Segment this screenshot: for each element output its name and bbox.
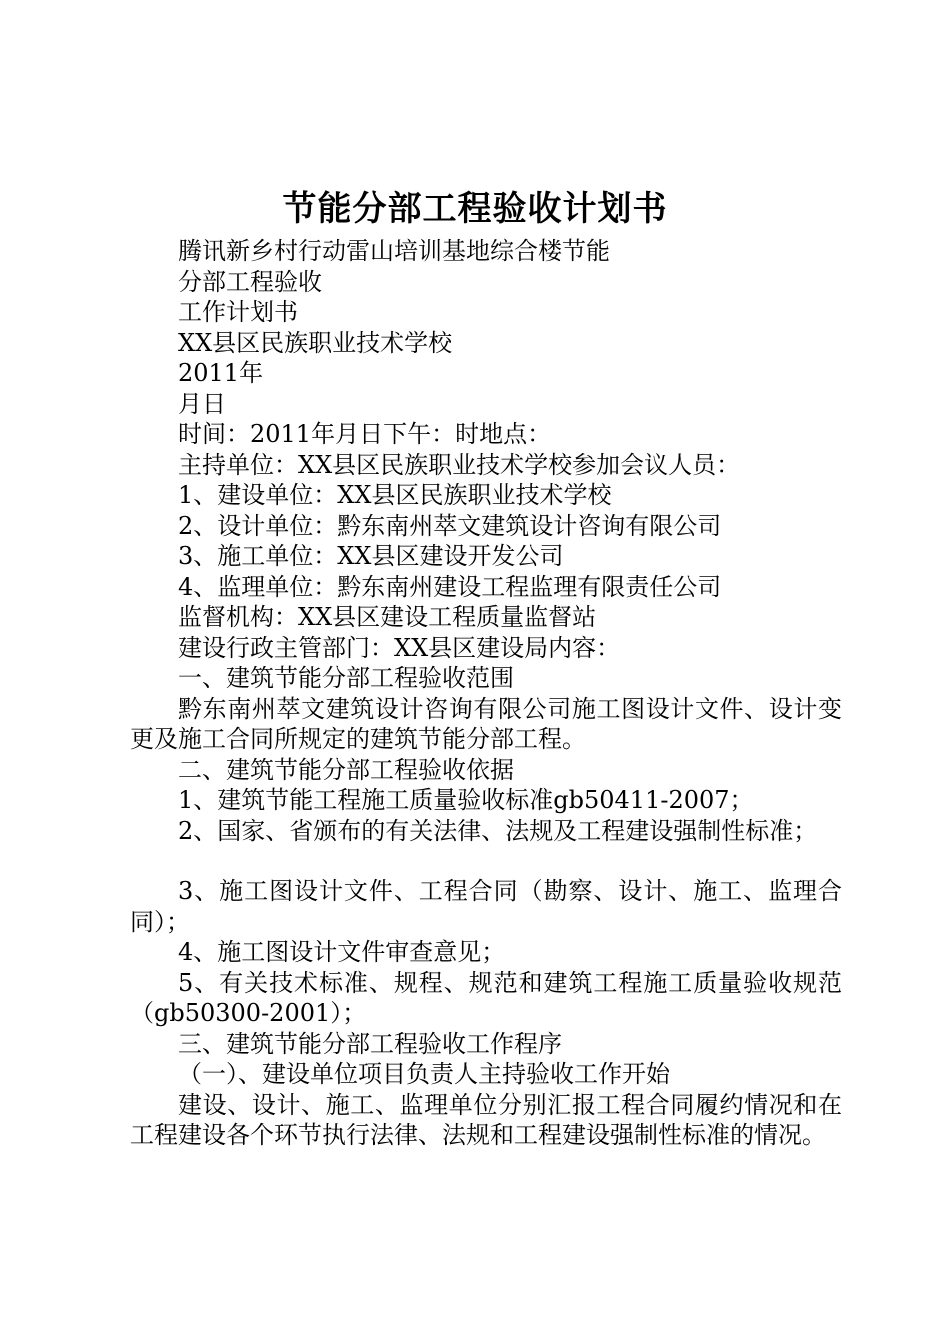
paragraph-construction-unit: 1、建设单位：XX县区民族职业技术学校 [178,481,612,509]
paragraph-basis-3: 3、施工图设计文件、工程合同（勘察、设计、施工、监理合同）； [130,877,842,936]
paragraph-basis-2: 2、国家、省颁布的有关法律、法规及工程建设强制性标准； [178,816,818,845]
paragraph-basis-1: 1、建筑节能工程施工质量验收标准gb50411-2007； [178,786,754,814]
paragraph-host-unit: 主持单位：XX县区民族职业技术学校参加会议人员： [178,450,741,479]
paragraph-builder-unit: 3、施工单位：XX县区建设开发公司 [178,542,564,570]
blank-line [130,846,842,876]
section-heading-basis: 二、建筑节能分部工程验收依据 [178,755,514,784]
paragraph-year: 2011年 [178,359,264,387]
paragraph-design-unit: 2、设计单位：黔东南州萃文建筑设计咨询有限公司 [178,511,722,540]
paragraph-oversight-agency: 监督机构：XX县区建设工程质量监督站 [178,603,597,631]
paragraph-admin-department: 建设行政主管部门：XX县区建设局内容： [178,633,621,662]
paragraph-project-name: 腾讯新乡村行动雷山培训基地综合楼节能 [178,237,610,265]
paragraph-time-place: 时间：2011年月日下午：时地点： [178,420,552,448]
paragraph-month-day: 月日 [178,389,226,418]
paragraph-acceptance: 分部工程验收 [178,267,322,296]
subsection-heading-start: （一）、建设单位项目负责人主持验收工作开始 [178,1060,670,1088]
document-body [130,236,842,1151]
paragraph-scope-text: 黔东南州萃文建筑设计咨询有限公司施工图设计文件、设计变更及施工合同所规定的建筑节能分部工程。 [130,694,842,753]
document-title: 节能分部工程验收计划书 [282,189,668,229]
section-heading-procedure: 三、建筑节能分部工程验收工作程序 [178,1029,562,1058]
section-heading-scope: 一、建筑节能分部工程验收范围 [178,664,514,692]
paragraph-report-text: 建设、设计、施工、监理单位分别汇报工程合同履约情况和在工程建设各个环节执行法律、法规和工程建设强制性标准的情况。 [130,1090,842,1149]
paragraph-basis-4: 4、施工图设计文件审查意见； [178,938,506,966]
paragraph-basis-5: 5、有关技术标准、规程、规范和建筑工程施工质量验收规范（gb50300-2001）； [130,968,842,1027]
paragraph-supervision-unit: 4、监理单位：黔东南州建设工程监理有限责任公司 [178,572,722,601]
paragraph-work-plan: 工作计划书 [178,298,298,326]
paragraph-school: XX县区民族职业技术学校 [178,328,453,357]
